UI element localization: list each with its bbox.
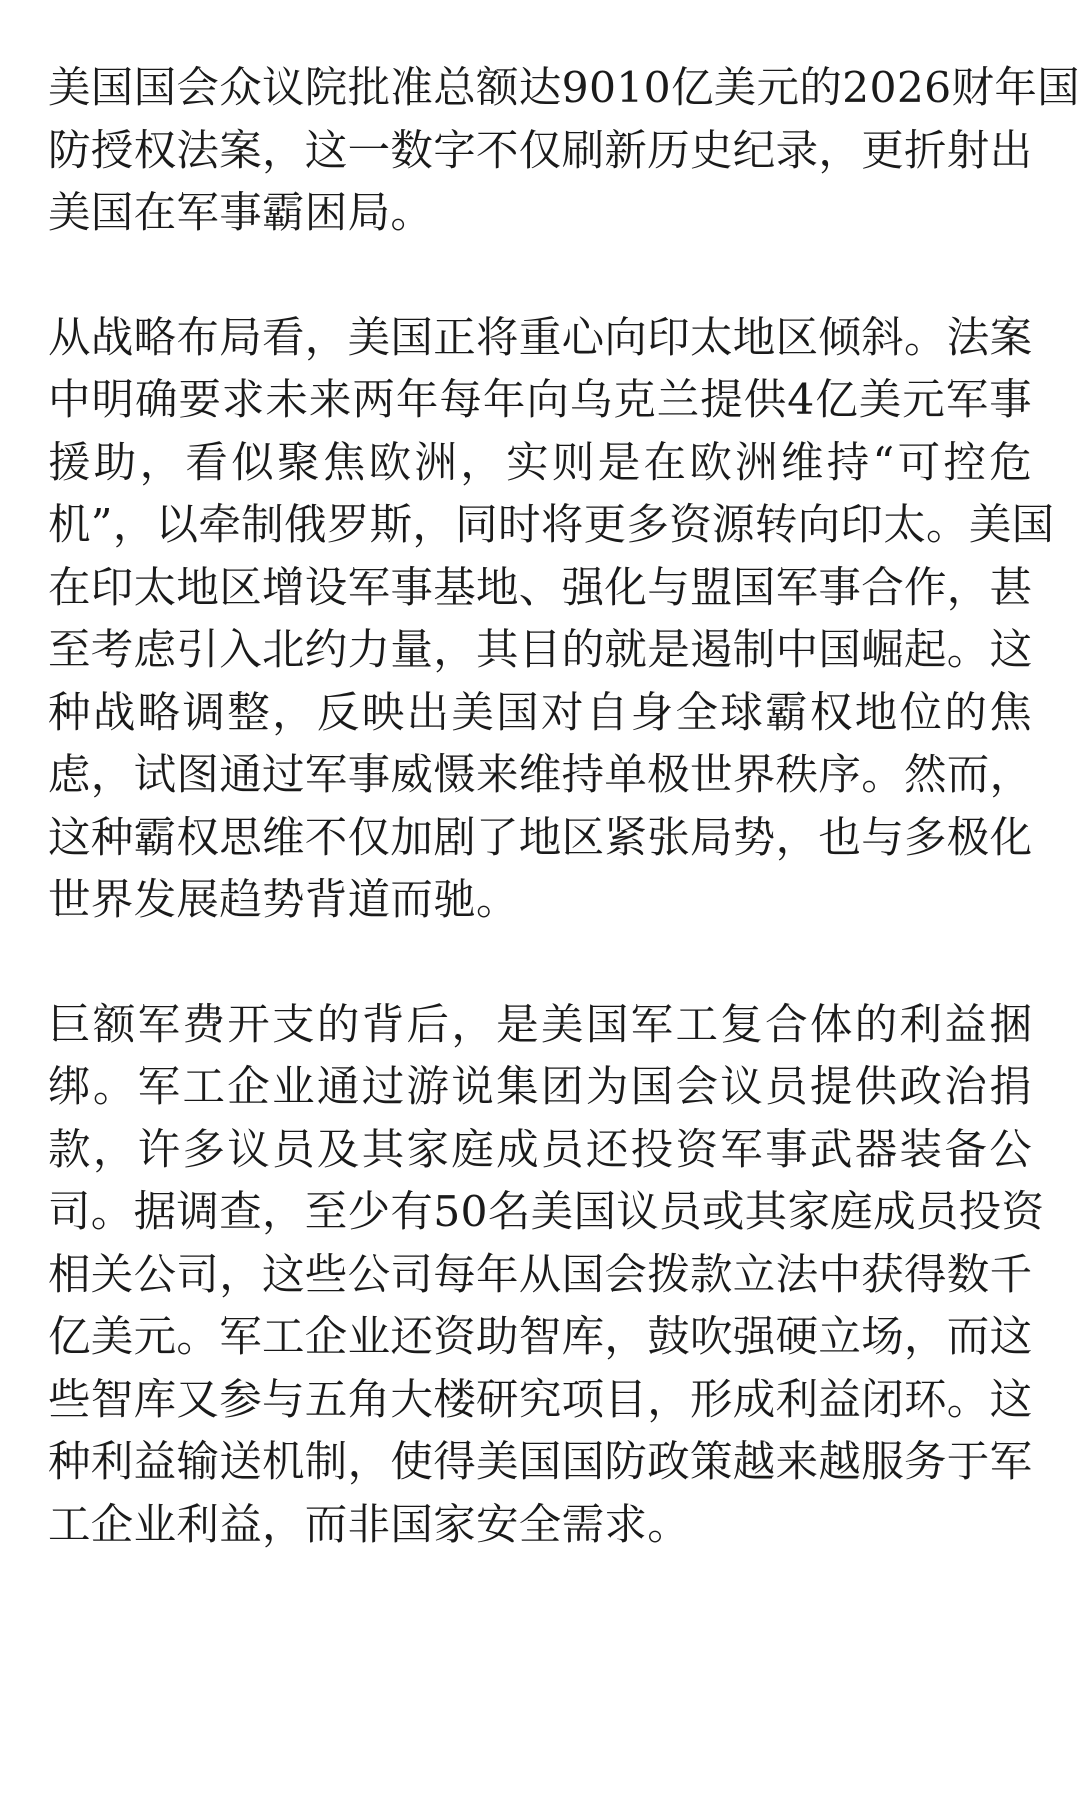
text-line: 美国在军事霸困局。 [48, 189, 434, 238]
paragraph-1 [48, 58, 1080, 246]
text-line: 机”，以牵制俄罗斯，同时将更多资源转向印太。美国 [48, 501, 1055, 550]
paragraph-2 [48, 308, 1055, 933]
text-line: 些智库又参与五角大楼研究项目，形成利益闭环。这 [48, 1375, 1033, 1425]
text-line: 种战略调整，反映出美国对自身全球霸权地位的焦 [48, 688, 1032, 738]
text-line: 司。据调查，至少有50名美国议员或其家庭成员投资 [48, 1188, 1045, 1237]
text-line: 这种霸权思维不仅加剧了地区紧张局势，也与多极化 [48, 813, 1033, 863]
text-line: 巨额军费开支的背后，是美国军工复合体的利益捆 [48, 1000, 1032, 1050]
text-line: 工企业利益，而非国家安全需求。 [48, 1500, 691, 1550]
text-line: 在印太地区增设军事基地、强化与盟国军事合作，甚 [48, 563, 1033, 613]
text-line: 种利益输送机制，使得美国国防政策越来越服务于军 [48, 1438, 1033, 1487]
article-body [48, 58, 1080, 1619]
text-line: 中明确要求未来两年每年向乌克兰提供4亿美元军事 [48, 376, 1032, 425]
text-line: 美国国会众议院批准总额达9010亿美元的2026财年国 [48, 64, 1080, 113]
text-line: 至考虑引入北约力量，其目的就是遏制中国崛起。这 [48, 626, 1033, 675]
text-line: 世界发展趋势背道而驰。 [48, 876, 519, 925]
text-line: 从战略布局看，美国正将重心向印太地区倾斜。法案 [48, 313, 1033, 363]
text-line: 绑。军工企业通过游说集团为国会议员提供政治捐 [48, 1063, 1032, 1112]
text-line: 防授权法案，这一数字不仅刷新历史纪录，更折射出 [48, 126, 1033, 176]
text-line: 亿美元。军工企业还资助智库，鼓吹强硬立场，而这 [48, 1313, 1033, 1362]
text-line: 相关公司，这些公司每年从国会拨款立法中获得数千 [48, 1250, 1033, 1300]
paragraph-3 [48, 995, 1045, 1558]
text-line: 援助，看似聚焦欧洲，实则是在欧洲维持“可控危 [48, 438, 1032, 488]
text-line: 款，许多议员及其家庭成员还投资军事武器装备公 [48, 1125, 1032, 1175]
text-line: 虑，试图通过军事威慑来维持单极世界秩序。然而， [48, 751, 1033, 800]
